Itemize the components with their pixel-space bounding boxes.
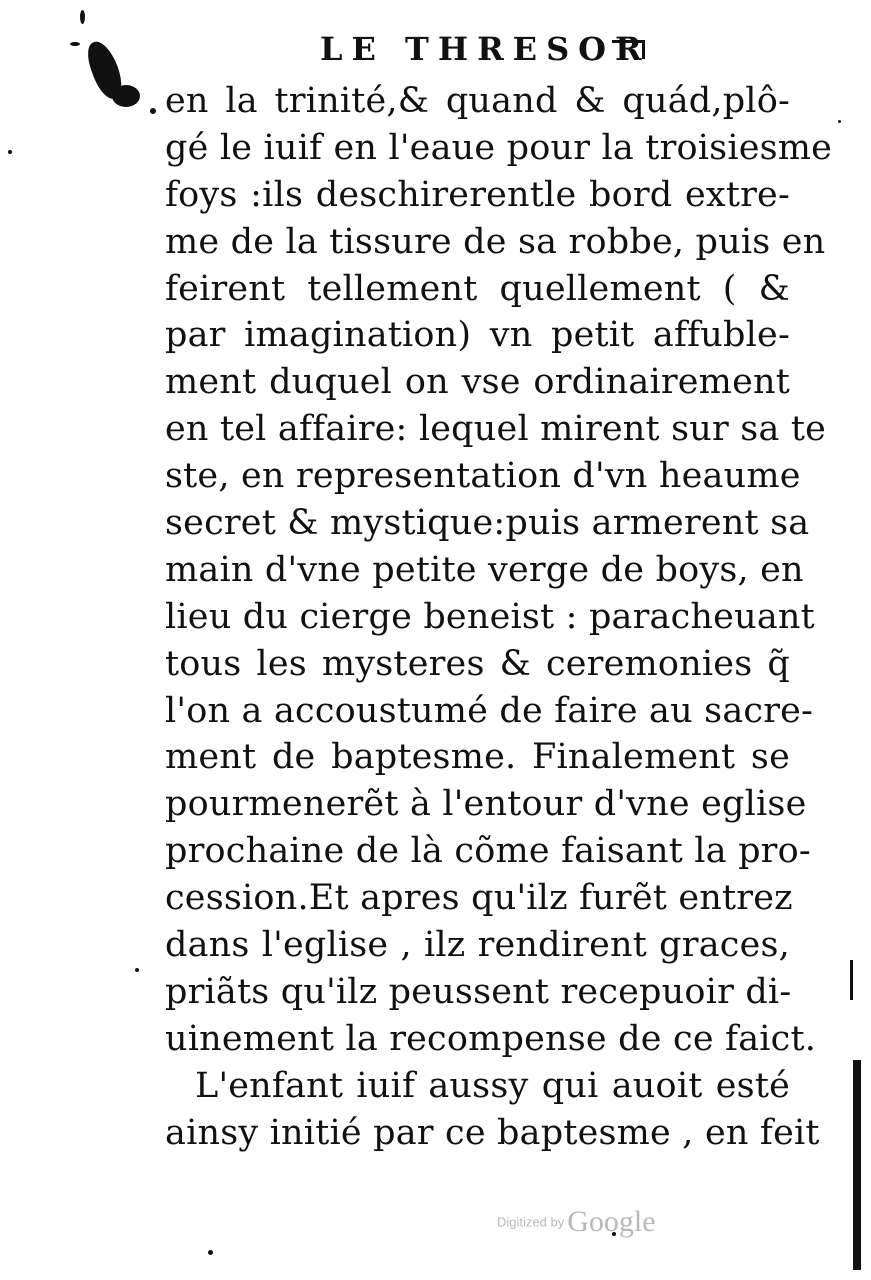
text-line: en tel affaire: lequel mirent sur sa te: [165, 409, 827, 450]
text-block: [165, 78, 833, 1156]
watermark-small-text: Digitized by: [497, 1214, 565, 1230]
running-head: LE THRESOR: [320, 30, 651, 68]
running-head-ornament: [612, 40, 645, 59]
ink-speck: [8, 150, 12, 154]
scan-edge: [838, 120, 841, 123]
text-line: prochaine de là cõme faisant la pro-: [165, 831, 811, 872]
text-line: pourmenerẽt à l'entour d'vne eglise: [165, 784, 807, 825]
text-line: par imagination) vn petit affuble-: [165, 315, 790, 356]
ink-speck: [208, 1250, 213, 1255]
text-line: ste, en representation d'vn heaume: [165, 456, 801, 497]
text-line: feirent tellement quellement ( &: [165, 268, 790, 309]
text-line: tous les mysteres & ceremonies q̃: [165, 643, 790, 684]
ink-speck: [135, 968, 139, 972]
text-line: ainsy initié par ce baptesme , en feit: [165, 1112, 820, 1153]
ink-speck: [80, 10, 85, 24]
google-logo: Google: [567, 1205, 656, 1238]
text-line: me de la tissure de sa robbe, puis en: [165, 221, 826, 262]
ink-speck: [150, 108, 156, 114]
text-line: secret & mystique:puis armerent sa: [165, 503, 810, 544]
digitized-watermark: [497, 1205, 656, 1239]
text-line: ment duquel on vse ordinairement: [165, 362, 790, 403]
text-line: ment de baptesme. Finalement se: [165, 737, 790, 778]
text-line: l'on a accoustumé de faire au sacre-: [165, 690, 814, 731]
text-line: dans l'eglise , ilz rendirent graces,: [165, 925, 790, 966]
text-line: foys :ils deschirerentle bord extre-: [165, 174, 790, 215]
ink-blot: [112, 85, 140, 107]
text-line: priãts qu'ilz peussent recepuoir di-: [165, 971, 792, 1012]
text-line: cession.Et apres qu'ilz furẽt entrez: [165, 878, 793, 919]
text-line: uinement la recompense de ce faict.: [165, 1018, 817, 1059]
text-line: en la trinité,& quand & quád,plô-: [165, 81, 790, 121]
text-line: main d'vne petite verge de boys, en: [165, 549, 804, 590]
text-line: lieu du cierge beneist : paracheuant: [165, 596, 815, 637]
scan-edge: [853, 1060, 861, 1270]
ink-speck: [70, 42, 80, 46]
text-line: gé le iuif en l'eaue pour la troisiesme: [165, 127, 833, 168]
text-line: L'enfant iuif aussy qui auoit esté: [195, 1065, 790, 1106]
scan-edge: [850, 960, 853, 1000]
